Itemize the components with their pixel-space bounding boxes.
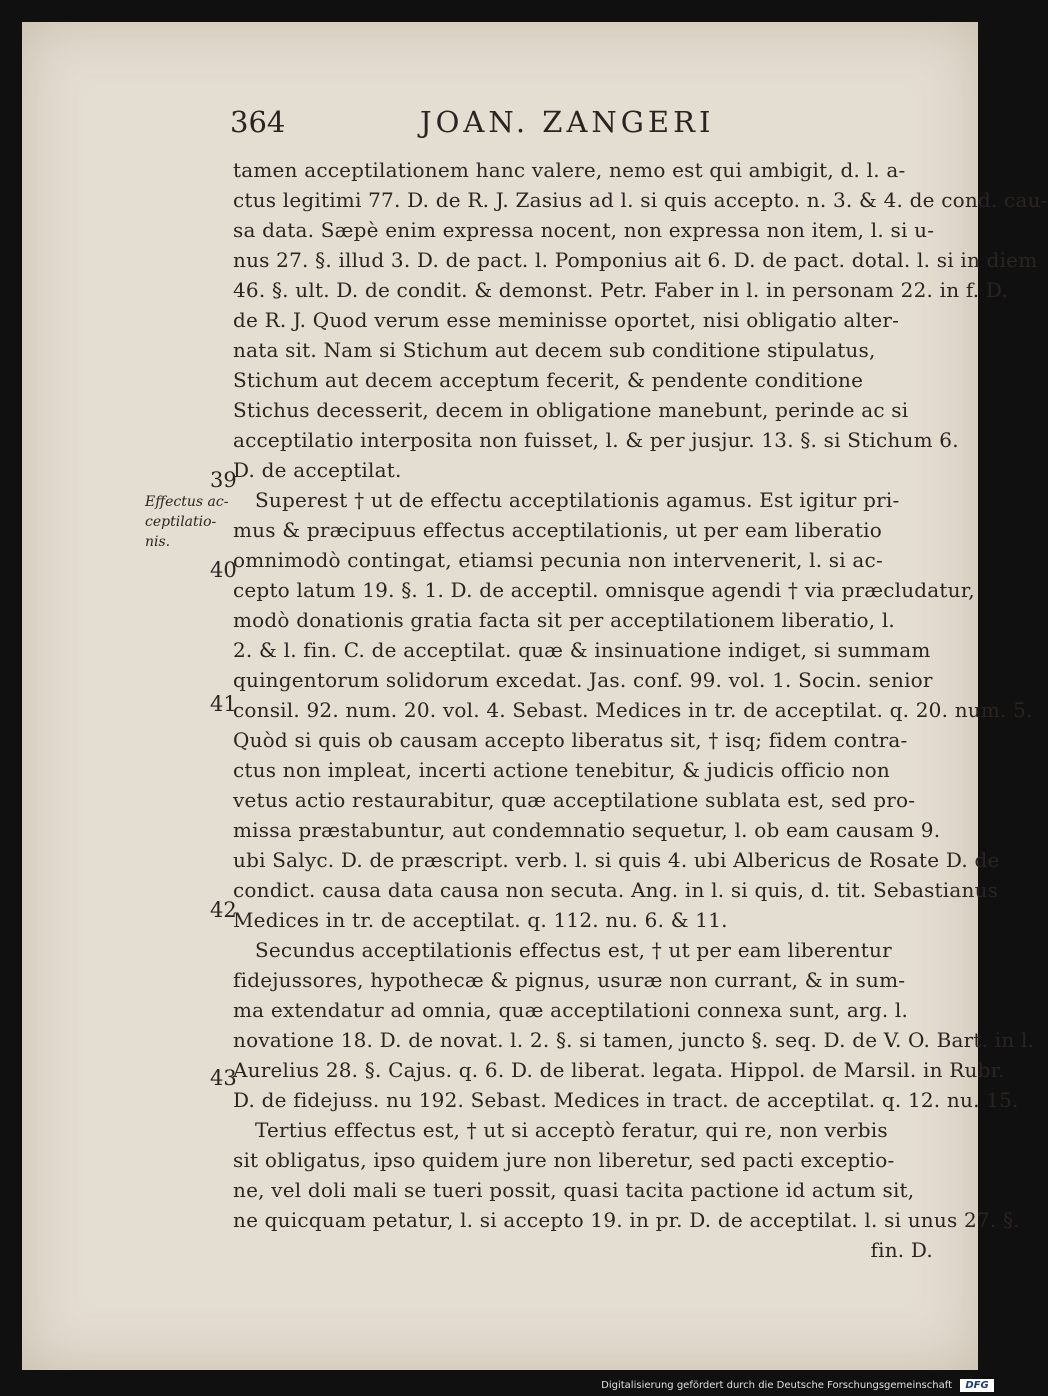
text-line: sa data. Sæpè enim expressa nocent, non expressa non item, l. si u-: [233, 218, 935, 242]
text-line: condict. causa data causa non secuta. Ang. in l. si quis, d. tit. Sebastianus: [233, 878, 999, 902]
text-line: Secundus acceptilationis effectus est, † ut per eam liberentur: [255, 938, 892, 962]
text-line: missa præstabuntur, aut condemnatio sequetur, l. ob eam causam 9.: [233, 818, 941, 842]
text-line: Medices in tr. de acceptilat. q. 112. nu. 6. & 11.: [233, 908, 728, 932]
text-line: Tertius effectus est, † ut si acceptò feratur, qui re, non verbis: [255, 1118, 888, 1142]
text-line: D. de acceptilat.: [233, 458, 402, 482]
text-line: Stichus decesserit, decem in obligatione manebunt, perinde ac si: [233, 398, 909, 422]
text-line: Stichum aut decem acceptum fecerit, & pendente conditione: [233, 368, 864, 392]
text-line: modò donationis gratia facta sit per acceptilationem liberatio, l.: [233, 608, 895, 632]
text-line: ne, vel doli mali se tueri possit, quasi tacita pactione id actum sit,: [233, 1178, 915, 1202]
footer: [0, 1376, 1000, 1396]
text-line: fidejussores, hypothecæ & pignus, usuræ non currant, & in sum-: [233, 968, 906, 992]
text-line: novatione 18. D. de novat. l. 2. §. si tamen, juncto §. seq. D. de V. O. Bart. in l.: [233, 1028, 1035, 1052]
text-line: acceptilatio interposita non fuisset, l. & per jusjur. 13. §. si Stichum 6.: [233, 428, 959, 452]
text-line: sit obligatus, ipso quidem jure non liberetur, sed pacti exceptio-: [233, 1148, 895, 1172]
catchword: fin. D.: [870, 1238, 933, 1262]
text-line: cepto latum 19. §. 1. D. de acceptil. omnisque agendi † via præcludatur,: [233, 578, 975, 602]
text-line: tamen acceptilationem hanc valere, nemo est qui ambigit, d. l. a-: [233, 158, 906, 182]
text-line: Aurelius 28. §. Cajus. q. 6. D. de liberat. legata. Hippol. de Marsil. in Rubr.: [233, 1058, 1005, 1082]
text-line: ubi Salyc. D. de præscript. verb. l. si quis 4. ubi Albericus de Rosate D. de: [233, 848, 1000, 872]
body-text: [233, 155, 1048, 1265]
digitization-credit: Digitalisierung gefördert durch die Deutsche Forschungsgemeinschaft: [601, 1380, 952, 1391]
page-header: [0, 105, 1000, 145]
running-title: JOAN. ZANGERI: [420, 105, 715, 139]
section-number: 41: [210, 692, 237, 716]
section-number: 43: [210, 1066, 237, 1090]
text-line: nata sit. Nam si Stichum aut decem sub conditione stipulatus,: [233, 338, 876, 362]
text-line: nus 27. §. illud 3. D. de pact. l. Pomponius ait 6. D. de pact. dotal. l. si in diem: [233, 248, 1038, 272]
text-line: ne quicquam petatur, l. si accepto 19. in pr. D. de acceptilat. l. si unus 27. §.: [233, 1208, 1020, 1232]
text-line: ctus non impleat, incerti actione tenebitur, & judicis officio non: [233, 758, 890, 782]
text-line: mus & præcipuus effectus acceptilationis, ut per eam liberatio: [233, 518, 882, 542]
text-line: de R. J. Quod verum esse meminisse oportet, nisi obligatio alter-: [233, 308, 900, 332]
text-line: 2. & l. fin. C. de acceptilat. quæ & insinuatione indiget, si summam: [233, 638, 931, 662]
dfg-logo: DFG: [960, 1379, 994, 1392]
section-number: 40: [210, 558, 237, 582]
section-number: 42: [210, 898, 237, 922]
text-line: vetus actio restaurabitur, quæ acceptilatione sublata est, sed pro-: [233, 788, 916, 812]
text-line: Quòd si quis ob causam accepto liberatus sit, † isq; fidem contra-: [233, 728, 908, 752]
text-line: consil. 92. num. 20. vol. 4. Sebast. Medices in tr. de acceptilat. q. 20. num. 5.: [233, 698, 1033, 722]
section-number: 39: [210, 468, 237, 492]
text-line: quingentorum solidorum excedat. Jas. conf. 99. vol. 1. Socin. senior: [233, 668, 933, 692]
marginal-note: Effectus ac-ceptilatio-nis.: [145, 494, 229, 550]
text-line: ma extendatur ad omnia, quæ acceptilationi connexa sunt, arg. l.: [233, 998, 909, 1022]
text-line: omnimodò contingat, etiamsi pecunia non intervenerit, l. si ac-: [233, 548, 883, 572]
text-line: ctus legitimi 77. D. de R. J. Zasius ad l. si quis accepto. n. 3. & 4. de cond. cau-: [233, 188, 1048, 212]
text-line: D. de fidejuss. nu 192. Sebast. Medices in tract. de acceptilat. q. 12. nu. 15.: [233, 1088, 1019, 1112]
text-line: Superest † ut de effectu acceptilationis agamus. Est igitur pri-: [255, 488, 900, 512]
page-number: 364: [230, 105, 286, 139]
text-line: 46. §. ult. D. de condit. & demonst. Petr. Faber in l. in personam 22. in f. D.: [233, 278, 1008, 302]
